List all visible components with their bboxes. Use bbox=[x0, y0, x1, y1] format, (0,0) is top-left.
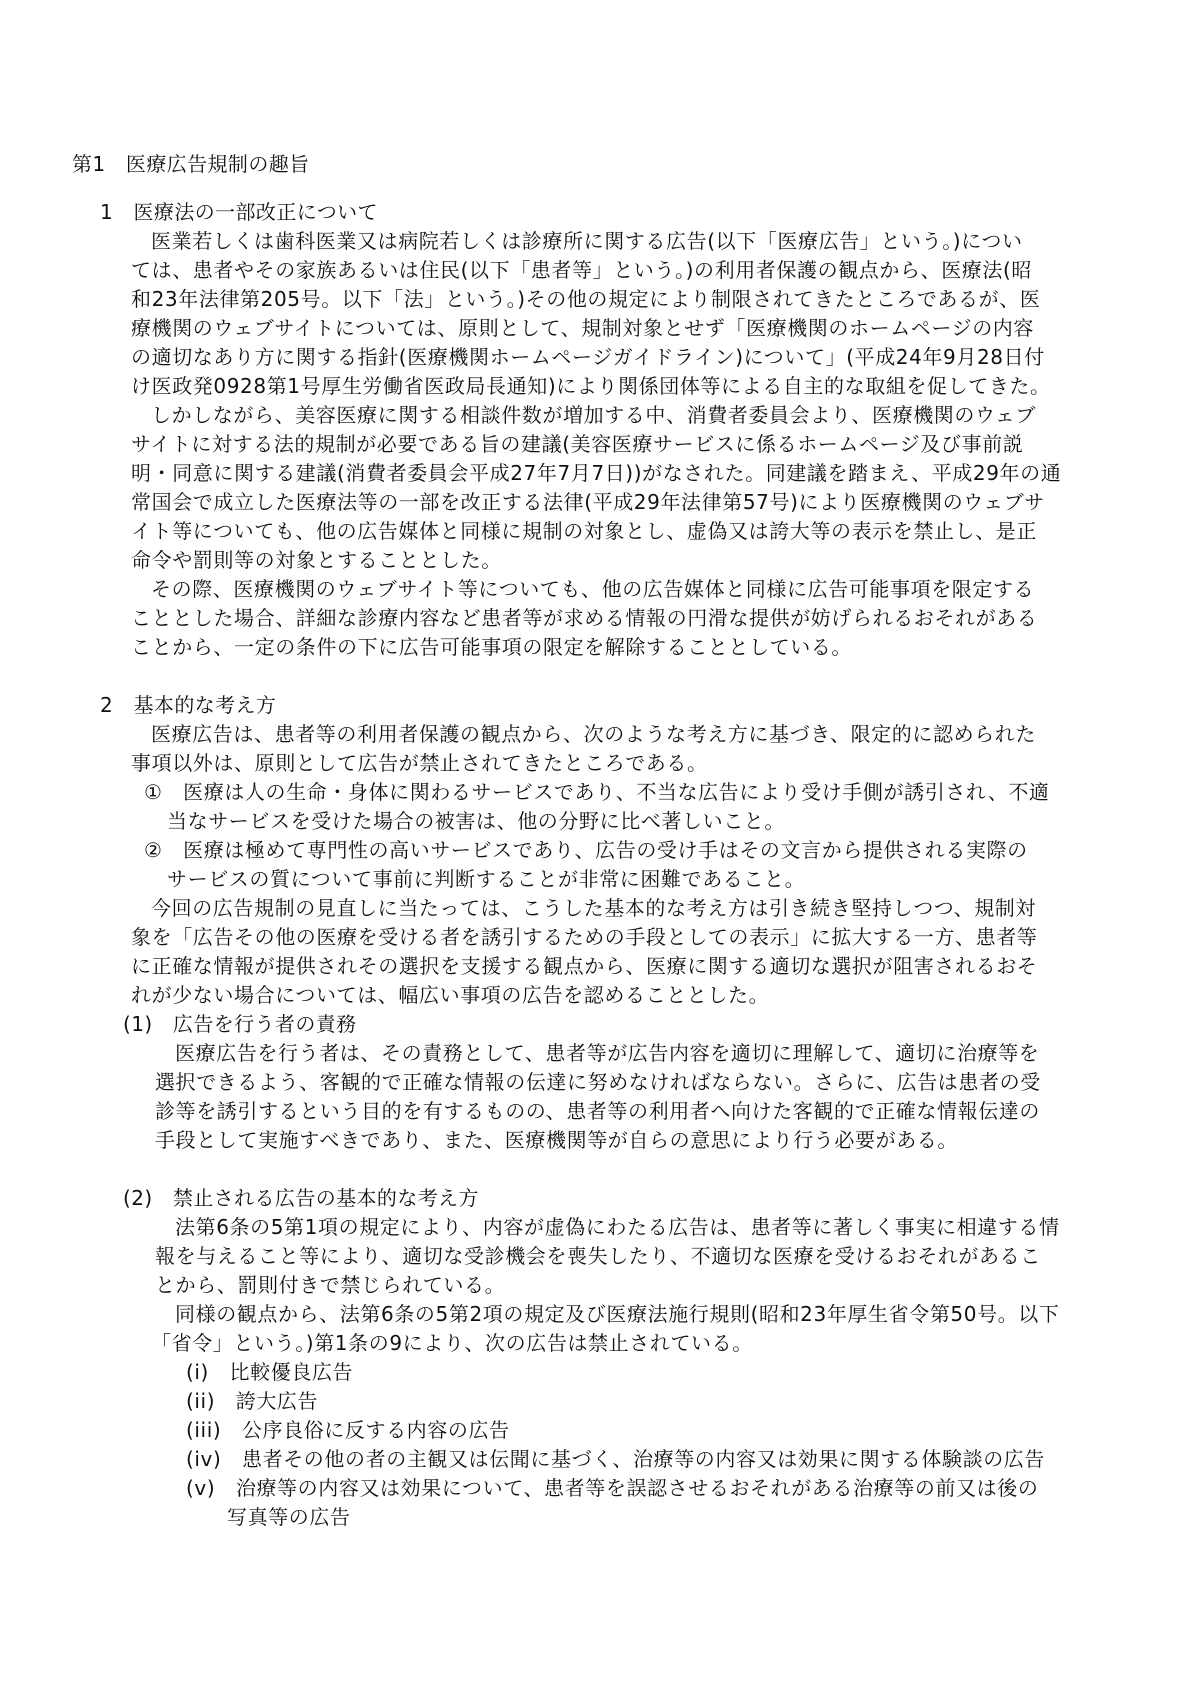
paragraph-line: 象を「広告その他の医療を受ける者を誘引するための手段としての表示」に拡大する一方、患者等 bbox=[131, 925, 1038, 949]
list-item: (i) 比較優良広告 bbox=[186, 1360, 354, 1384]
paragraph-line: とから、罰則付きで禁じられている。 bbox=[155, 1273, 506, 1297]
paragraph-line: サービスの質について事前に判断することが非常に困難であること。 bbox=[167, 867, 806, 891]
paragraph-line: 明・同意に関する建議(消費者委員会平成27年7月7日))がなされた。同建議を踏まえ、平成29年の通 bbox=[131, 461, 1062, 485]
paragraph-line: 事項以外は、原則として広告が禁止されてきたところである。 bbox=[131, 751, 708, 775]
paragraph-line: 報を与えること等により、適切な受診機会を喪失したり、不適切な医療を受けるおそれがあるこ bbox=[155, 1244, 1041, 1268]
paragraph-line: 「省令」という。)第1条の9により、次の広告は禁止されている。 bbox=[151, 1331, 753, 1355]
paragraph-line: 当なサービスを受けた場合の被害は、他の分野に比べ著しいこと。 bbox=[167, 809, 785, 833]
paragraph-line: け医政発0928第1号厚生労働省医政局長通知)により関係団体等による自主的な取組を促してきた。 bbox=[131, 374, 1051, 398]
paragraph-line: れが少ない場合については、幅広い事項の広告を認めることとした。 bbox=[131, 983, 770, 1007]
paragraph-line: 医業若しくは歯科医業又は病院若しくは診療所に関する広告(以下「医療広告」という。)につい bbox=[151, 229, 1023, 253]
paragraph-line: しかしながら、美容医療に関する相談件数が増加する中、消費者委員会より、医療機関のウェブ bbox=[151, 403, 1036, 427]
paragraph-line: 常国会で成立した医療法等の一部を改正する法律(平成29年法律第57号)により医療機関のウェブサ bbox=[131, 490, 1045, 514]
subsection-2-heading: 2 基本的な考え方 bbox=[100, 693, 277, 717]
list-item: (ii) 誇大広告 bbox=[186, 1389, 319, 1413]
paragraph-line: 和23年法律第205号。以下「法」という。)その他の規定により制限されてきたところであるが、医 bbox=[131, 287, 1041, 311]
paragraph-line: ては、患者やその家族あるいは住民(以下「患者等」という。)の利用者保護の観点から、医療法(昭 bbox=[131, 258, 1033, 282]
list-item: (v) 治療等の内容又は効果について、患者等を誤認させるおそれがある治療等の前又は後の bbox=[186, 1476, 1039, 1500]
paragraph-line: 手段として実施すべきであり、また、医療機関等が自らの意思により行う必要がある。 bbox=[155, 1128, 958, 1152]
list-item: (iv) 患者その他の者の主観又は伝聞に基づく、治療等の内容又は効果に関する体験談の広告 bbox=[186, 1447, 1045, 1471]
paragraph-line: の適切なあり方に関する指針(医療機関ホームページガイドライン)について」(平成24年9月28日付 bbox=[131, 345, 1045, 369]
list-item: (iii) 公序良俗に反する内容の広告 bbox=[186, 1418, 510, 1442]
subsection-2-2-heading: (2) 禁止される広告の基本的な考え方 bbox=[123, 1186, 479, 1210]
paragraph-line: 今回の広告規制の見直しに当たっては、こうした基本的な考え方は引き続き堅持しつつ、規制対 bbox=[151, 896, 1036, 920]
paragraph-line: 命令や罰則等の対象とすることとした。 bbox=[131, 548, 502, 572]
list-item: ② 医療は極めて専門性の高いサービスであり、広告の受け手はその文言から提供される実際の bbox=[144, 838, 1028, 862]
paragraph-line: 選択できるよう、客観的で正確な情報の伝達に努めなければならない。さらに、広告は患者の受 bbox=[155, 1070, 1041, 1094]
paragraph-line: 同様の観点から、法第6条の5第2項の規定及び医療法施行規則(昭和23年厚生省令第50号。以下 bbox=[175, 1302, 1060, 1326]
paragraph-line: 医療広告を行う者は、その責務として、患者等が広告内容を適切に理解して、適切に治療等を bbox=[175, 1041, 1040, 1065]
paragraph-line: 法第6条の5第1項の規定により、内容が虚偽にわたる広告は、患者等に著しく事実に相違する情 bbox=[175, 1215, 1060, 1239]
paragraph-line: その際、医療機関のウェブサイト等についても、他の広告媒体と同様に広告可能事項を限定する bbox=[151, 577, 1035, 601]
paragraph-line: イト等についても、他の広告媒体と同様に規制の対象とし、虚偽又は誇大等の表示を禁止し、是正 bbox=[131, 519, 1037, 543]
subsection-1-heading: 1 医療法の一部改正について bbox=[100, 200, 378, 224]
list-item: ① 医療は人の生命・身体に関わるサービスであり、不当な広告により受け手側が誘引され、不適 bbox=[144, 780, 1050, 804]
paragraph-line: 診等を誘引するという目的を有するものの、患者等の利用者へ向けた客観的で正確な情報伝達の bbox=[155, 1099, 1040, 1123]
paragraph-line: サイトに対する法的規制が必要である旨の建議(美容医療サービスに係るホームページ及び事前説 bbox=[131, 432, 1024, 456]
list-item-continuation: 写真等の広告 bbox=[227, 1505, 351, 1529]
section-title: 第1 医療広告規制の趣旨 bbox=[72, 152, 310, 176]
paragraph-line: 医療広告は、患者等の利用者保護の観点から、次のような考え方に基づき、限定的に認められた bbox=[151, 722, 1036, 746]
paragraph-line: に正確な情報が提供されその選択を支援する観点から、医療に関する適切な選択が阻害されるおそ bbox=[131, 954, 1038, 978]
paragraph-line: 療機関のウェブサイトについては、原則として、規制対象とせず「医療機関のホームページの内容 bbox=[131, 316, 1034, 340]
paragraph-line: ことから、一定の条件の下に広告可能事項の限定を解除することとしている。 bbox=[131, 635, 852, 659]
subsection-2-1-heading: (1) 広告を行う者の責務 bbox=[123, 1012, 357, 1036]
paragraph-line: こととした場合、詳細な診療内容など患者等が求める情報の円滑な提供が妨げられるおそれがある bbox=[131, 606, 1038, 630]
